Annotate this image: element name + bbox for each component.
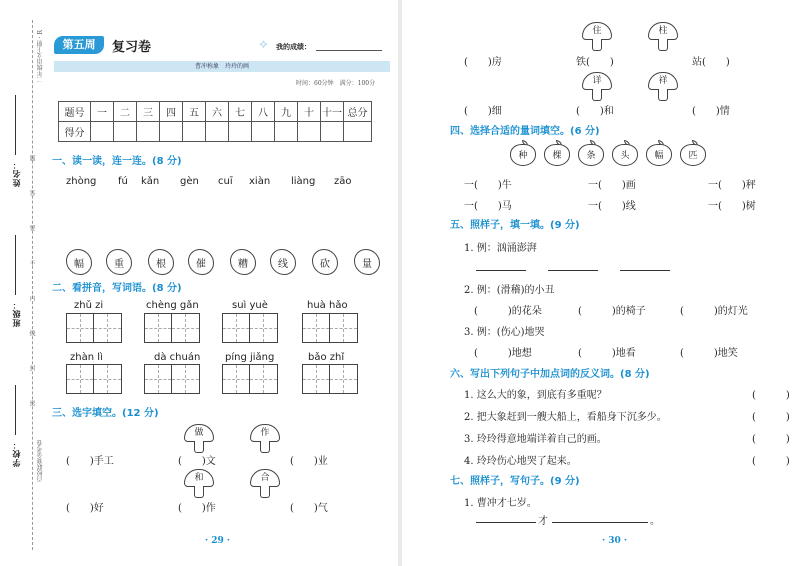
score-cell[interactable]: [344, 122, 372, 142]
name-line[interactable]: [15, 95, 16, 155]
pinyin-word: zhàn lì: [70, 352, 103, 363]
mushroom-icon: 和: [184, 469, 214, 487]
fill-item[interactable]: ( )情: [692, 106, 730, 117]
flower-char: 重: [114, 259, 124, 270]
fill-item[interactable]: 一( )秤: [708, 180, 756, 191]
char-flower[interactable]: [106, 249, 132, 275]
strip-mark: 内: [28, 295, 35, 301]
cut-line: [32, 20, 33, 550]
mushroom-choice: [648, 72, 678, 102]
mushroom-icon: 柱: [648, 22, 678, 40]
table-cell: 一: [91, 102, 114, 122]
writing-grid[interactable]: [222, 364, 278, 394]
pinyin-item: xiàn: [249, 176, 271, 187]
writing-grid[interactable]: [144, 364, 200, 394]
fill-item[interactable]: ( )作: [178, 503, 216, 514]
score-cell[interactable]: [229, 122, 252, 142]
score-cell[interactable]: [275, 122, 298, 142]
class-label: 班级：: [11, 300, 21, 327]
writing-grid[interactable]: [302, 313, 358, 343]
answer-line[interactable]: [552, 522, 648, 523]
mushroom-icon: 详: [582, 72, 612, 90]
section7-title: 七、照样子，写句子。(9 分): [450, 476, 580, 487]
fill-connector: 才: [538, 516, 548, 527]
table-cell: 七: [229, 102, 252, 122]
score-label: 我的成绩：: [276, 42, 311, 51]
fill-item[interactable]: 一( )线: [588, 201, 636, 212]
table-cell: 十一: [321, 102, 344, 122]
answer-box[interactable]: ( ): [752, 456, 790, 467]
apple-choice: [578, 140, 604, 166]
writing-grid[interactable]: [66, 364, 122, 394]
pinyin-item: kǎn: [141, 176, 160, 187]
fill-item[interactable]: 一( )树: [708, 201, 756, 212]
fill-item[interactable]: ( )文: [178, 456, 216, 467]
apple-icon: 幅: [646, 144, 672, 166]
section6-title: 六、写出下列句子中加点词的反义词。(8 分): [450, 369, 650, 380]
flower-char: 量: [362, 259, 372, 270]
char-flower[interactable]: [312, 249, 338, 275]
pinyin-word: zhǔ zi: [74, 300, 104, 311]
apple-choice: [612, 140, 638, 166]
writing-grid[interactable]: [302, 364, 358, 394]
apple-choice: [510, 140, 536, 166]
mushroom-choice: [582, 72, 612, 102]
score-table-header-row: [59, 102, 372, 122]
fill-period: 。: [650, 516, 660, 527]
mushroom-icon: 合: [250, 469, 280, 487]
score-field[interactable]: [316, 50, 382, 51]
pinyin-item: zāo: [334, 176, 352, 187]
mushroom-choice: [250, 424, 280, 454]
table-cell: 总分: [344, 102, 372, 122]
fill-item[interactable]: ( )气: [290, 503, 328, 514]
right-page: [402, 0, 800, 566]
pinyin-item: cuī: [218, 176, 233, 187]
section2-title: 二、看拼音，写词语。(8 分): [52, 283, 182, 294]
char-flower[interactable]: [188, 249, 214, 275]
score-table-score-row: [59, 122, 372, 142]
example-text: 1. 例：汹涌澎湃: [464, 243, 537, 254]
pinyin-item: gèn: [180, 176, 199, 187]
writing-grid[interactable]: [222, 313, 278, 343]
answer-line[interactable]: [548, 270, 598, 271]
strip-mark: 答: [28, 190, 35, 196]
apple-icon: 种: [510, 144, 536, 166]
school-line[interactable]: [15, 385, 16, 435]
book-title: 二年级语文上册 · R: [37, 30, 44, 83]
fill-item[interactable]: 铁( ): [576, 57, 614, 68]
flower-char: 根: [156, 259, 166, 270]
score-cell[interactable]: [137, 122, 160, 142]
page-number-right: · 30 ·: [602, 536, 628, 546]
name-label: 姓名：: [11, 160, 21, 187]
example-text: 2. 例：(滑稽)的小丑: [464, 285, 555, 296]
pinyin-word: píng jiǎng: [225, 352, 275, 363]
score-cell[interactable]: [114, 122, 137, 142]
strip-mark: 密: [28, 400, 35, 406]
apple-icon: 头: [612, 144, 638, 166]
mushroom-icon: 作: [250, 424, 280, 442]
fill-item[interactable]: 站( ): [692, 57, 730, 68]
book-series: 百校联赛金考卷: [37, 440, 44, 482]
fill-item[interactable]: ( )和: [576, 106, 614, 117]
answer-box[interactable]: ( ): [752, 390, 790, 401]
strip-mark: 线: [28, 330, 35, 336]
table-cell: 六: [206, 102, 229, 122]
score-cell[interactable]: [321, 122, 344, 142]
fill-item[interactable]: ( )的椅子: [578, 306, 646, 317]
example-text: 3. 例：(伤心)地哭: [464, 327, 545, 338]
table-cell: 九: [275, 102, 298, 122]
char-flower[interactable]: [354, 249, 380, 275]
apple-choice: [646, 140, 672, 166]
fill-item[interactable]: ( )好: [66, 503, 104, 514]
apple-icon: 匹: [680, 144, 706, 166]
pinyin-word: chèng gǎn: [146, 300, 199, 311]
apple-choice: [544, 140, 570, 166]
fill-item[interactable]: ( )手工: [66, 456, 114, 467]
answer-box[interactable]: ( ): [752, 434, 790, 445]
flower-char: 线: [278, 259, 288, 270]
answer-line[interactable]: [620, 270, 670, 271]
table-cell: 八: [252, 102, 275, 122]
pinyin-word: huà hǎo: [307, 300, 348, 311]
flower-char: 砍: [320, 259, 330, 270]
star-icon: ✧: [258, 38, 269, 53]
page-number-left: · 29 ·: [205, 536, 231, 546]
char-flower[interactable]: [270, 249, 296, 275]
left-page: [0, 0, 398, 566]
section5-title: 五、照样子，填一填。(9 分): [450, 220, 580, 231]
answer-line[interactable]: [476, 270, 526, 271]
table-cell: 四: [160, 102, 183, 122]
score-cell[interactable]: [298, 122, 321, 142]
section4-title: 四、选择合适的量词填空。(6 分): [450, 126, 600, 137]
strip-mark: 题: [28, 155, 35, 161]
score-cell[interactable]: [160, 122, 183, 142]
sentence-item: 1. 这么大的象，到底有多重呢？: [464, 390, 607, 401]
sentence-item: 3. 玲玲得意地端详着自己的画。: [464, 434, 607, 445]
apple-choice: [680, 140, 706, 166]
pinyin-item: liàng: [291, 176, 316, 187]
fill-item[interactable]: ( )地笑: [680, 348, 738, 359]
writing-grid[interactable]: [144, 313, 200, 343]
table-cell: 十: [298, 102, 321, 122]
mushroom-icon: 住: [582, 22, 612, 40]
pinyin-word: suì yuè: [232, 300, 268, 311]
fill-item[interactable]: ( )业: [290, 456, 328, 467]
table-cell: 五: [183, 102, 206, 122]
week-badge: 第五周: [54, 36, 104, 54]
fill-item[interactable]: ( )细: [464, 106, 502, 117]
score-table: [58, 101, 372, 142]
char-flower[interactable]: [148, 249, 174, 275]
binding-strip: [0, 0, 46, 566]
time-info: 时间：60分钟 满分：100分: [296, 80, 376, 87]
fill-item[interactable]: ( )的灯光: [680, 306, 748, 317]
fill-item[interactable]: ( )地想: [474, 348, 532, 359]
fill-item[interactable]: 一( )画: [588, 180, 636, 191]
score-cell[interactable]: [206, 122, 229, 142]
flower-char: 幅: [74, 259, 84, 270]
page-title: 复习卷: [112, 40, 152, 55]
fill-item[interactable]: ( )地看: [578, 348, 636, 359]
score-cell[interactable]: [252, 122, 275, 142]
example-text: 1. 曹冲才七岁。: [464, 498, 537, 509]
mushroom-icon: 祥: [648, 72, 678, 90]
apple-icon: 条: [578, 144, 604, 166]
char-flower[interactable]: [230, 249, 256, 275]
mushroom-choice: [648, 22, 678, 52]
answer-box[interactable]: ( ): [752, 412, 790, 423]
sentence-item: 2. 把大象赶到一艘大船上，看船身下沉多少。: [464, 412, 667, 423]
mushroom-choice: [582, 22, 612, 52]
sentence-item: 4. 玲玲伤心地哭了起来。: [464, 456, 577, 467]
table-cell: 二: [114, 102, 137, 122]
strip-mark: 要: [28, 225, 35, 231]
fill-item[interactable]: ( )房: [464, 57, 502, 68]
strip-mark: 不: [28, 260, 35, 266]
pinyin-item: zhòng: [66, 176, 97, 187]
class-line[interactable]: [15, 235, 16, 295]
pinyin-word: bǎo zhǐ: [308, 352, 345, 363]
flower-char: 催: [196, 259, 206, 270]
table-cell: 题号: [59, 102, 91, 122]
school-label: 学校：: [11, 440, 21, 467]
answer-line[interactable]: [476, 522, 536, 523]
pinyin-word: dà chuán: [154, 352, 201, 363]
table-cell: 三: [137, 102, 160, 122]
fill-item[interactable]: 一( )马: [464, 201, 512, 212]
char-flower[interactable]: [66, 249, 92, 275]
section3-title: 三、选字填空。(12 分): [52, 408, 159, 419]
writing-grid[interactable]: [66, 313, 122, 343]
strip-mark: 封: [28, 365, 35, 371]
pinyin-item: fú: [118, 176, 128, 187]
fill-item[interactable]: 一( )牛: [464, 180, 512, 191]
mushroom-choice: [184, 469, 214, 499]
mushroom-icon: 做: [184, 424, 214, 442]
apple-icon: 棵: [544, 144, 570, 166]
section1-title: 一、读一读，连一连。(8 分): [52, 156, 182, 167]
table-cell: 得分: [59, 122, 91, 142]
fill-item[interactable]: ( )的花朵: [474, 306, 542, 317]
mushroom-choice: [250, 469, 280, 499]
score-cell[interactable]: [91, 122, 114, 142]
flower-char: 糟: [238, 259, 248, 270]
mushroom-choice: [184, 424, 214, 454]
lesson-banner: 曹冲称象 玲玲的画: [54, 61, 390, 72]
score-cell[interactable]: [183, 122, 206, 142]
